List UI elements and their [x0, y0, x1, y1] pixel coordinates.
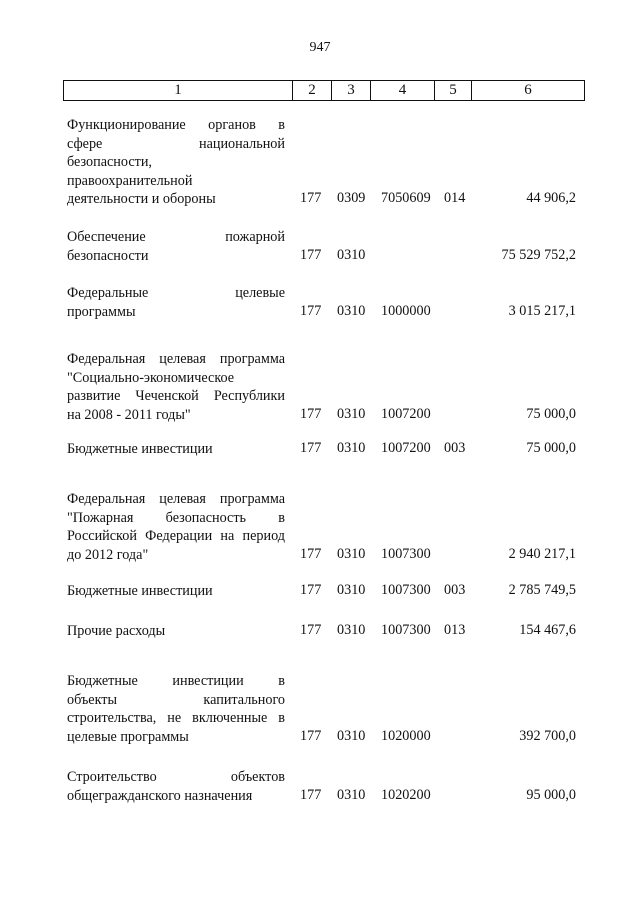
amount: 2 785 749,5 — [508, 582, 576, 598]
description-line: на 2008 - 2011 годы" — [67, 406, 191, 423]
amount: 75 000,0 — [526, 405, 576, 422]
amount: 154 467,6 — [519, 622, 576, 638]
section-code: 0310 — [337, 545, 366, 562]
admin-code: 177 — [300, 405, 322, 422]
amount: 75 529 752,2 — [501, 246, 576, 263]
target-article-code: 1000000 — [381, 302, 431, 319]
target-article-code: 1020000 — [381, 727, 431, 744]
description-line: Федеральная целевая программа — [67, 491, 285, 507]
row-description — [67, 284, 285, 321]
admin-code: 177 — [300, 786, 322, 803]
expense-type-code: 003 — [444, 440, 466, 456]
description-line: Функционирование органов в — [67, 117, 285, 133]
admin-code: 177 — [300, 190, 322, 206]
section-code: 0310 — [337, 302, 366, 319]
section-code: 0310 — [337, 622, 366, 638]
description-line: развитие Чеченской Республики — [67, 388, 285, 404]
column-header-5: 5 — [435, 81, 472, 101]
description-line: "Пожарная безопасность в — [67, 509, 285, 526]
row-description — [67, 228, 285, 265]
target-article-code: 1007200 — [381, 440, 431, 456]
description-line: безопасности — [67, 247, 149, 264]
amount: 75 000,0 — [526, 440, 576, 456]
description-line: сфере национальной — [67, 135, 285, 152]
description-line: Бюджетные инвестиции в — [67, 673, 285, 689]
row-description — [67, 582, 285, 601]
expense-type-code: 003 — [444, 582, 466, 598]
description-line: Прочие расходы — [67, 623, 166, 639]
description-line: деятельности и обороны — [67, 191, 216, 207]
row-description — [67, 440, 285, 459]
target-article-code: 1007300 — [381, 582, 431, 598]
description-line: Федеральные целевые — [67, 285, 285, 301]
section-code: 0310 — [337, 786, 366, 803]
target-article-code: 1007300 — [381, 545, 431, 562]
admin-code: 177 — [300, 545, 322, 562]
row-description — [67, 672, 285, 746]
description-line: Бюджетные инвестиции — [67, 441, 213, 457]
page-number: 947 — [309, 40, 331, 55]
section-code: 0310 — [337, 727, 366, 744]
target-article-code: 1007200 — [381, 405, 431, 422]
description-line: общегражданского назначения — [67, 787, 253, 804]
column-header-1: 1 — [64, 81, 293, 101]
column-header-2: 2 — [293, 81, 332, 101]
admin-code: 177 — [300, 302, 322, 319]
expense-type-code: 014 — [444, 190, 466, 206]
expense-type-code: 013 — [444, 622, 466, 638]
description-line: правоохранительной — [67, 172, 193, 189]
amount: 95 000,0 — [526, 786, 576, 803]
amount: 392 700,0 — [519, 727, 576, 744]
admin-code: 177 — [300, 622, 322, 638]
column-header-6: 6 — [472, 81, 585, 101]
row-description — [67, 490, 285, 564]
section-code: 0309 — [337, 190, 366, 206]
admin-code: 177 — [300, 582, 322, 598]
section-code: 0310 — [337, 440, 366, 456]
description-line: целевые программы — [67, 728, 189, 745]
column-header-table — [63, 80, 585, 101]
row-description — [67, 622, 285, 641]
description-line: программы — [67, 303, 136, 320]
amount: 3 015 217,1 — [508, 302, 576, 319]
section-code: 0310 — [337, 405, 366, 422]
description-line: Обеспечение пожарной — [67, 229, 285, 245]
admin-code: 177 — [300, 440, 322, 456]
admin-code: 177 — [300, 246, 322, 263]
amount: 44 906,2 — [526, 190, 576, 206]
row-description — [67, 350, 285, 424]
description-line: Бюджетные инвестиции — [67, 583, 213, 599]
description-line: объекты капитального — [67, 691, 285, 708]
description-line: до 2012 года" — [67, 546, 149, 563]
column-header-row — [64, 81, 585, 101]
description-line: строительства, не включенные в — [67, 710, 285, 726]
target-article-code: 1007300 — [381, 622, 431, 638]
column-header-3: 3 — [332, 81, 371, 101]
target-article-code: 7050609 — [381, 190, 431, 206]
amount: 2 940 217,1 — [508, 545, 576, 562]
description-line: Федеральная целевая программа — [67, 351, 285, 367]
description-line: безопасности, — [67, 154, 152, 170]
description-line: Российской Федерации на период — [67, 528, 285, 544]
section-code: 0310 — [337, 246, 366, 263]
admin-code: 177 — [300, 727, 322, 744]
row-description — [67, 116, 285, 209]
description-line: Строительство объектов — [67, 769, 285, 785]
row-description — [67, 768, 285, 805]
column-header-4: 4 — [371, 81, 435, 101]
target-article-code: 1020200 — [381, 786, 431, 803]
section-code: 0310 — [337, 582, 366, 598]
description-line: "Социально-экономическое — [67, 369, 235, 386]
